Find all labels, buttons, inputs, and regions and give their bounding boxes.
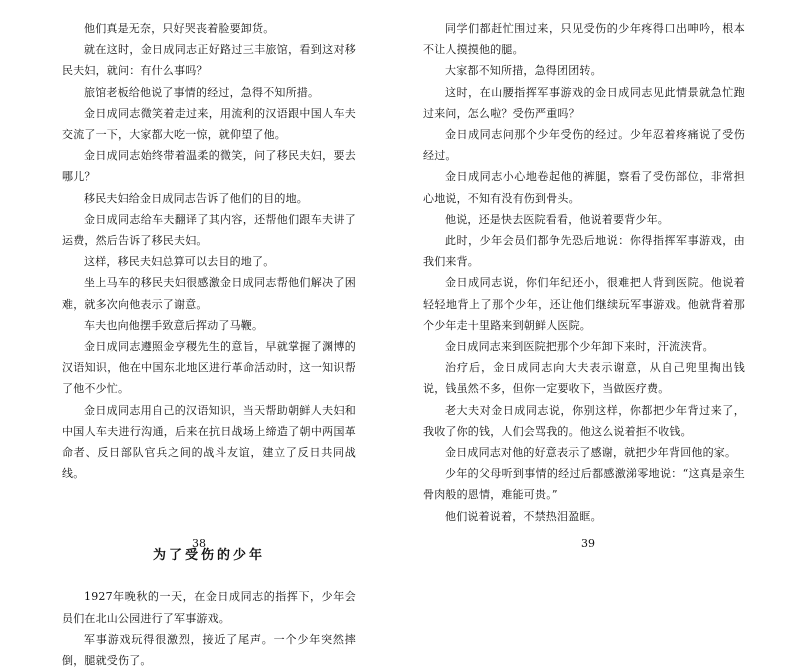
paragraph: 金日成同志小心地卷起他的裤腿，察看了受伤部位，非常担心地说，不知有没有伤到骨头。 <box>423 170 745 205</box>
title-spacer <box>62 566 356 586</box>
paragraph: 治疗后，金日成同志向大夫表示谢意，从自己兜里掏出钱说，钱虽然不多，但你一定要收下，当做医疗费。 <box>423 361 745 396</box>
paragraph: 少年的父母听到事情的经过后都感激涕零地说：“这真是亲生骨肉般的恩情，难能可贵。” <box>423 467 745 502</box>
page-number: 38 <box>192 537 206 550</box>
paragraph: 金日成同志对他的好意表示了感谢，就把少年背回他的家。 <box>445 446 737 460</box>
paragraph: 同学们都赶忙围过来，只见受伤的少年疼得口出呻吟，根本不让人摸摸他的腿。 <box>423 22 745 57</box>
paragraph: 就在这时，金日成同志正好路过三丰旅馆，看到这对移民夫妇，就问：有什么事吗？ <box>62 43 356 78</box>
page-number: 39 <box>581 537 595 550</box>
paragraph: 1927年晚秋的一天，在金日成同志的指挥下，少年会员们在北山公园进行了军事游戏。 <box>62 590 356 625</box>
section-title: 为了受伤的少年 <box>152 548 265 564</box>
paragraph: 老大夫对金日成同志说，你别这样，你都把少年背过来了，我收了你的钱，人们会骂我的。他这么说着拒不收钱。 <box>423 403 745 438</box>
paragraph: 金日成同志给车夫翻译了其内容，还帮他们跟车夫讲了运费，然后告诉了移民夫妇。 <box>62 212 356 248</box>
left-page-text <box>62 18 356 671</box>
right-page-text <box>423 18 745 527</box>
paragraph: 移民夫妇给金日成同志告诉了他们的目的地。 <box>84 191 308 205</box>
paragraph: 这时，在山腰指挥军事游戏的金日成同志见此情景就急忙跑过来问，怎么啦？受伤严重吗？ <box>423 85 745 120</box>
paragraph: 金日成同志用自己的汉语知识，当天帮助朝鲜人夫妇和中国人车夫进行沟通，后来在抗日战场上缔造了朝中两国革命者、反日部队官兵之间的战斗友谊，建立了反日共同战线。 <box>62 403 356 481</box>
right-page <box>393 0 787 558</box>
paragraph: 他说，还是快去医院看看，他说着要背少年。 <box>445 212 669 226</box>
paragraph: 车夫也向他摆手致意后挥动了马鞭。 <box>84 318 264 332</box>
paragraph: 金日成同志问那个少年受伤的经过。少年忍着疼痛说了受伤经过。 <box>423 128 745 163</box>
left-page <box>0 0 393 668</box>
paragraph: 金日成同志来到医院把那个少年卸下来时，汗流浃背。 <box>445 340 714 354</box>
paragraph: 他们说着说着，不禁热泪盈眶。 <box>445 509 602 523</box>
paragraph: 此时，少年会员们都争先恐后地说：你得指挥军事游戏，由我们来背。 <box>423 234 745 269</box>
paragraph: 金日成同志微笑着走过来，用流利的汉语跟中国人车夫交流了一下，大家都大吃一惊，就仰望了他。 <box>62 106 356 142</box>
paragraph: 金日成同志说，你们年纪还小，很难把人背到医院。他说着轻轻地背上了那个少年，还让他们继续玩军事游戏。他就背着那个少年走十里路来到朝鲜人医院。 <box>423 276 745 332</box>
paragraph: 金日成同志始终带着温柔的微笑，问了移民夫妇，要去哪儿？ <box>62 149 356 184</box>
title-spacer <box>62 484 356 546</box>
paragraph: 旅馆老板给他说了事情的经过，急得不知所措。 <box>84 85 320 99</box>
paragraph: 这样，移民夫妇总算可以去目的地了。 <box>84 255 275 269</box>
paragraph: 坐上马车的移民夫妇很感激金日成同志帮他们解决了困难，就多次向他表示了谢意。 <box>62 276 356 311</box>
paragraph: 军事游戏玩得很激烈，接近了尾声。一个少年突然摔倒，腿就受伤了。 <box>62 632 356 668</box>
paragraph: 大家都不知所措，急得团团转。 <box>445 64 602 78</box>
paragraph: 他们真是无奈，只好哭丧着脸要卸货。 <box>84 22 275 35</box>
paragraph: 金日成同志遵照金亨稷先生的意旨，早就掌握了渊博的汉语知识，他在中国东北地区进行革命活动时，这一知识帮了他不少忙。 <box>62 340 356 396</box>
